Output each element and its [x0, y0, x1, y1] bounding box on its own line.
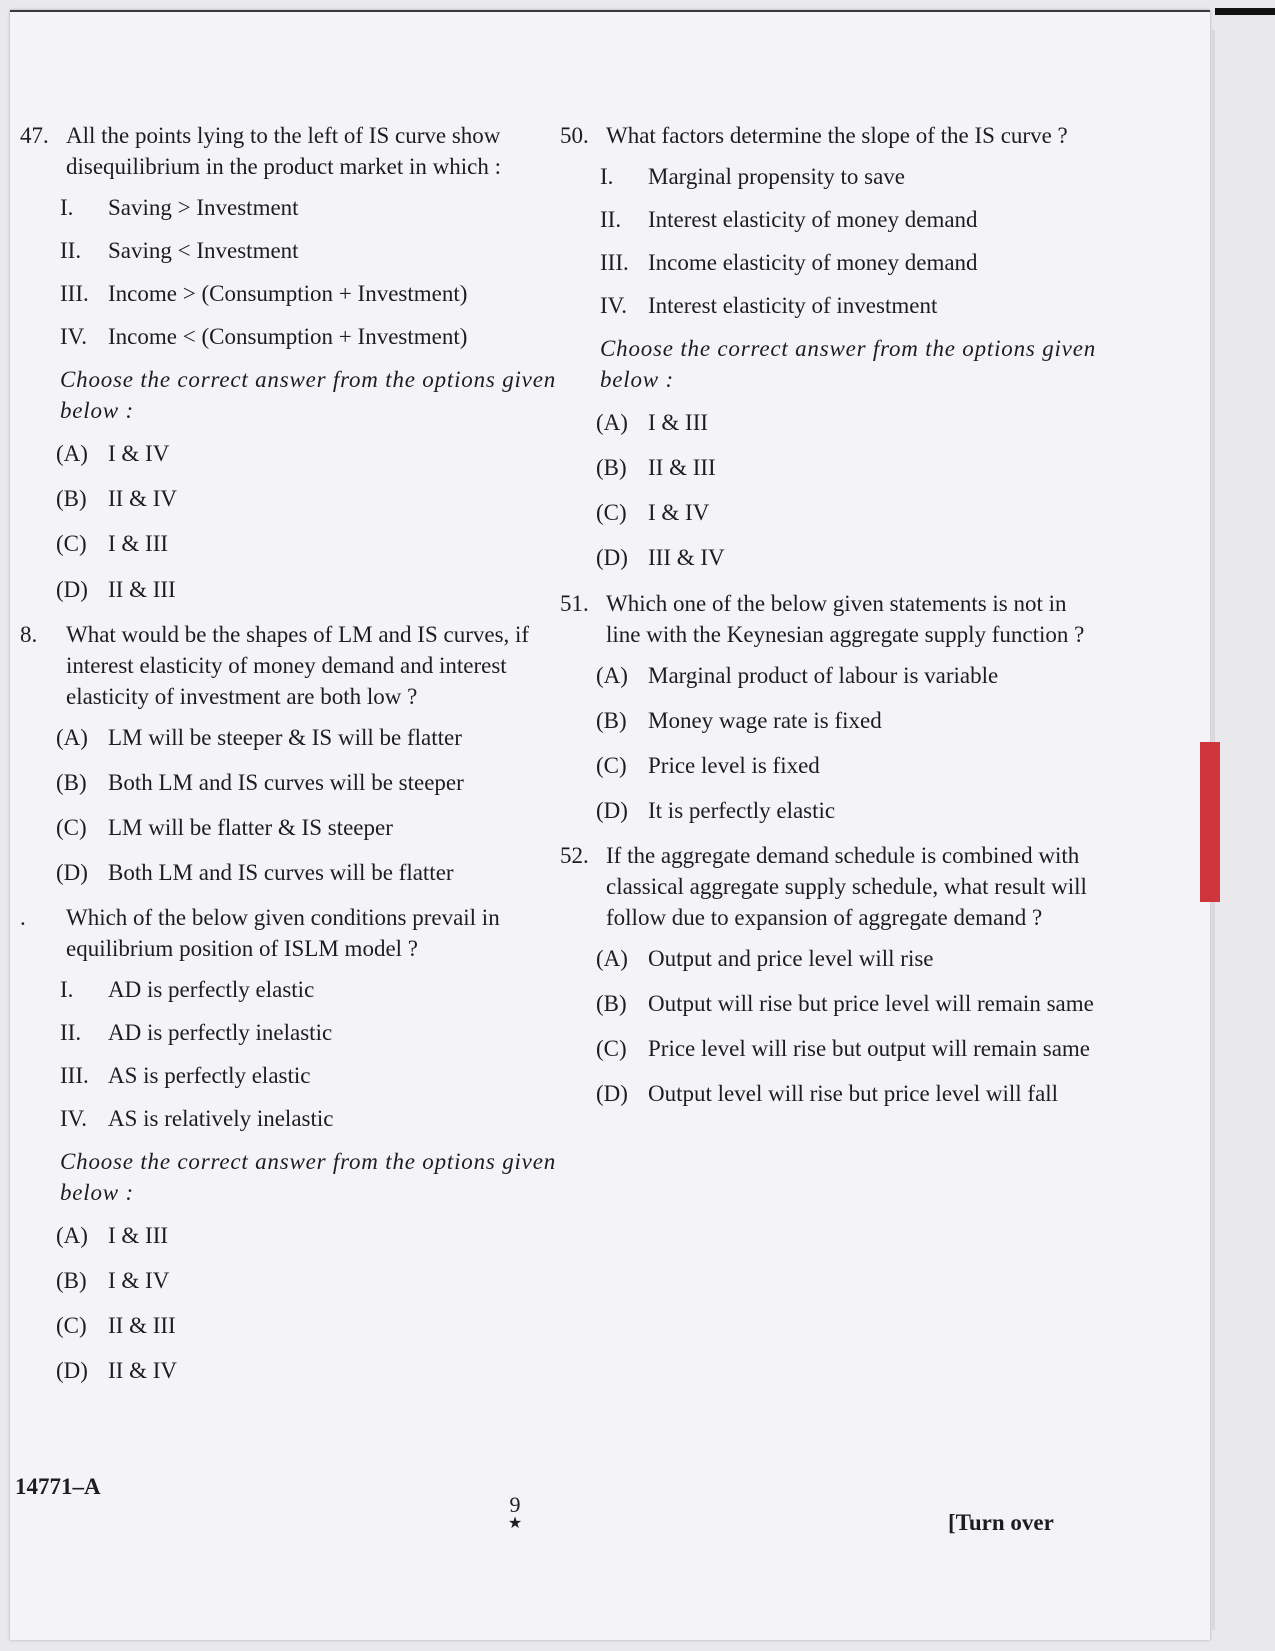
- question-text: Which of the below given conditions prevail in equilibrium position of ISLM model ?: [66, 904, 500, 961]
- option-label: (A): [56, 724, 88, 750]
- option-text: Money wage rate is fixed: [648, 707, 882, 733]
- answer-option: [56, 574, 560, 605]
- question-header: [20, 619, 560, 712]
- statement: [600, 247, 1100, 278]
- statement-text: Income > (Consumption + Investment): [108, 281, 468, 307]
- answer-option: [56, 722, 560, 753]
- answer-option: [56, 438, 560, 469]
- statement: [60, 1103, 560, 1134]
- statement: [60, 974, 560, 1005]
- statement-number: II.: [60, 238, 82, 264]
- option-label: (D): [596, 797, 628, 823]
- turn-over-label: [Turn over: [948, 1510, 1054, 1535]
- option-text: I & IV: [648, 500, 710, 526]
- answer-option: [596, 1033, 1100, 1064]
- paper-code: 14771–A: [15, 1474, 101, 1499]
- answer-option: [56, 528, 560, 559]
- question-block: [20, 120, 560, 605]
- option-text: It is perfectly elastic: [648, 797, 836, 823]
- corner-mark: [1215, 8, 1275, 15]
- option-text: Marginal product of labour is variable: [648, 662, 999, 688]
- statement: [600, 204, 1100, 235]
- question-block: [20, 619, 560, 888]
- statement-number: I.: [600, 164, 614, 190]
- option-text: Price level is fixed: [648, 752, 820, 778]
- option-text: II & IV: [108, 486, 177, 512]
- option-text: Both LM and IS curves will be flatter: [108, 859, 454, 885]
- statement: [60, 235, 560, 266]
- right-column: [560, 120, 1100, 1123]
- statement-number: III.: [60, 1063, 89, 1089]
- question-block: [20, 902, 560, 1387]
- statement-number: I.: [60, 195, 74, 221]
- answer-option: [56, 857, 560, 888]
- question-number: 52.: [560, 842, 589, 868]
- question-number: 50.: [560, 123, 589, 148]
- statement-text: Income elasticity of money demand: [648, 250, 978, 276]
- star-icon: ★: [507, 1515, 523, 1532]
- answer-option: [596, 497, 1100, 528]
- question-header: [560, 840, 1100, 933]
- option-label: (A): [596, 945, 628, 971]
- option-label: (A): [56, 441, 88, 467]
- question-block: [560, 840, 1100, 1109]
- statement-number: II.: [60, 1020, 82, 1046]
- answer-option: [56, 812, 560, 843]
- answer-option: [596, 750, 1100, 781]
- option-label: (D): [56, 859, 88, 885]
- question-text: If the aggregate demand schedule is combined with classical aggregate supply schedule, what result will follow due to expansion of aggregate demand ?: [606, 842, 1087, 930]
- option-text: LM will be flatter & IS steeper: [108, 814, 393, 840]
- answer-option: [596, 407, 1100, 438]
- left-column: [20, 120, 560, 1400]
- question-number: 8.: [20, 621, 38, 647]
- statement: [60, 192, 560, 223]
- statement-number: IV.: [60, 1106, 88, 1132]
- instruction-text: Choose the correct answer from the options given below :: [600, 336, 1096, 393]
- answer-option: [596, 943, 1100, 974]
- option-text: Price level will rise but output will remain same: [648, 1036, 1091, 1062]
- statement-number: III.: [60, 281, 89, 307]
- statement-number: II.: [600, 207, 622, 233]
- statement-text: Interest elasticity of investment: [648, 293, 938, 319]
- statement-text: Interest elasticity of money demand: [648, 207, 978, 233]
- statement-text: AS is perfectly elastic: [108, 1063, 311, 1089]
- answer-option: [596, 542, 1100, 573]
- page-number: 9: [509, 1492, 521, 1517]
- statement: [60, 1017, 560, 1048]
- option-label: (B): [56, 1268, 87, 1294]
- question-text: All the points lying to the left of IS curve show disequilibrium in the product market in which :: [66, 123, 502, 180]
- answer-option: [56, 1310, 560, 1341]
- answer-option: [596, 452, 1100, 483]
- question-number: 51.: [560, 590, 589, 616]
- option-text: Both LM and IS curves will be steeper: [108, 769, 464, 795]
- option-text: I & IV: [108, 441, 170, 467]
- option-text: II & IV: [108, 1358, 177, 1384]
- statement-number: I.: [60, 976, 74, 1002]
- option-label: (A): [596, 410, 628, 436]
- option-label: (C): [596, 1036, 627, 1062]
- option-text: I & III: [108, 1223, 169, 1249]
- option-label: (D): [596, 1081, 628, 1107]
- option-text: Output level will rise but price level will fall: [648, 1081, 1059, 1107]
- option-label: (B): [596, 990, 627, 1016]
- option-label: (C): [56, 531, 87, 557]
- instruction-text: Choose the correct answer from the options given below :: [60, 367, 556, 424]
- question-block: [560, 120, 1100, 574]
- option-text: I & III: [648, 410, 709, 436]
- statement-text: Income < (Consumption + Investment): [108, 324, 468, 350]
- option-label: (A): [56, 1223, 88, 1249]
- question-number: .: [20, 904, 26, 930]
- option-label: (D): [596, 545, 628, 571]
- answer-option: [596, 795, 1100, 826]
- question-header: [20, 120, 560, 182]
- red-tab-marker: [1200, 742, 1220, 902]
- option-text: II & III: [108, 1313, 176, 1339]
- question-text: What would be the shapes of LM and IS curves, if interest elasticity of money demand and interest elasticity of investment are both low ?: [66, 621, 530, 709]
- answer-option: [596, 988, 1100, 1019]
- option-text: LM will be steeper & IS will be flatter: [108, 724, 462, 750]
- statement-text: Saving < Investment: [108, 238, 299, 264]
- option-label: (C): [596, 500, 627, 526]
- option-label: (C): [596, 752, 627, 778]
- question-header: [20, 902, 560, 964]
- option-text: II & III: [108, 576, 176, 602]
- statement-text: AD is perfectly inelastic: [108, 1020, 333, 1046]
- statement-number: IV.: [60, 324, 88, 350]
- statement-text: Marginal propensity to save: [648, 164, 905, 190]
- answer-option: [56, 483, 560, 514]
- statement-text: AD is perfectly elastic: [108, 976, 315, 1002]
- question-text: What factors determine the slope of the IS curve ?: [606, 123, 1068, 148]
- option-label: (D): [56, 1358, 88, 1384]
- instruction-text: Choose the correct answer from the options given below :: [60, 1149, 556, 1206]
- option-label: (A): [596, 662, 628, 688]
- option-label: (C): [56, 1313, 87, 1339]
- option-label: (B): [56, 769, 87, 795]
- option-text: Output will rise but price level will remain same: [648, 990, 1094, 1016]
- option-text: III & IV: [648, 545, 725, 571]
- top-rule: [10, 10, 1210, 12]
- statement-text: AS is relatively inelastic: [108, 1106, 334, 1132]
- statement: [600, 161, 1100, 192]
- answer-option: [56, 1220, 560, 1251]
- answer-option: [56, 1265, 560, 1296]
- answer-option: [596, 1078, 1100, 1109]
- answer-option: [596, 660, 1100, 691]
- statement-text: Saving > Investment: [108, 195, 299, 221]
- answer-option: [596, 705, 1100, 736]
- option-text: II & III: [648, 455, 716, 481]
- statement-number: III.: [600, 250, 629, 276]
- option-label: (B): [56, 486, 87, 512]
- option-text: Output and price level will rise: [648, 945, 934, 971]
- question-number: 47.: [20, 123, 49, 148]
- option-text: I & IV: [108, 1268, 170, 1294]
- page-number-block: [500, 1494, 530, 1532]
- statement: [60, 278, 560, 309]
- option-text: I & III: [108, 531, 169, 557]
- question-text: Which one of the below given statements is not in line with the Keynesian aggregate supply function ?: [606, 590, 1085, 647]
- statement: [600, 290, 1100, 321]
- option-label: (D): [56, 576, 88, 602]
- question-header: [560, 120, 1100, 151]
- question-block: [560, 588, 1100, 826]
- statement-number: IV.: [600, 293, 628, 319]
- answer-option: [56, 1355, 560, 1386]
- answer-option: [56, 767, 560, 798]
- question-header: [560, 588, 1100, 650]
- option-label: (B): [596, 707, 627, 733]
- option-label: (B): [596, 455, 627, 481]
- option-label: (C): [56, 814, 87, 840]
- statement: [60, 321, 560, 352]
- statement: [60, 1060, 560, 1091]
